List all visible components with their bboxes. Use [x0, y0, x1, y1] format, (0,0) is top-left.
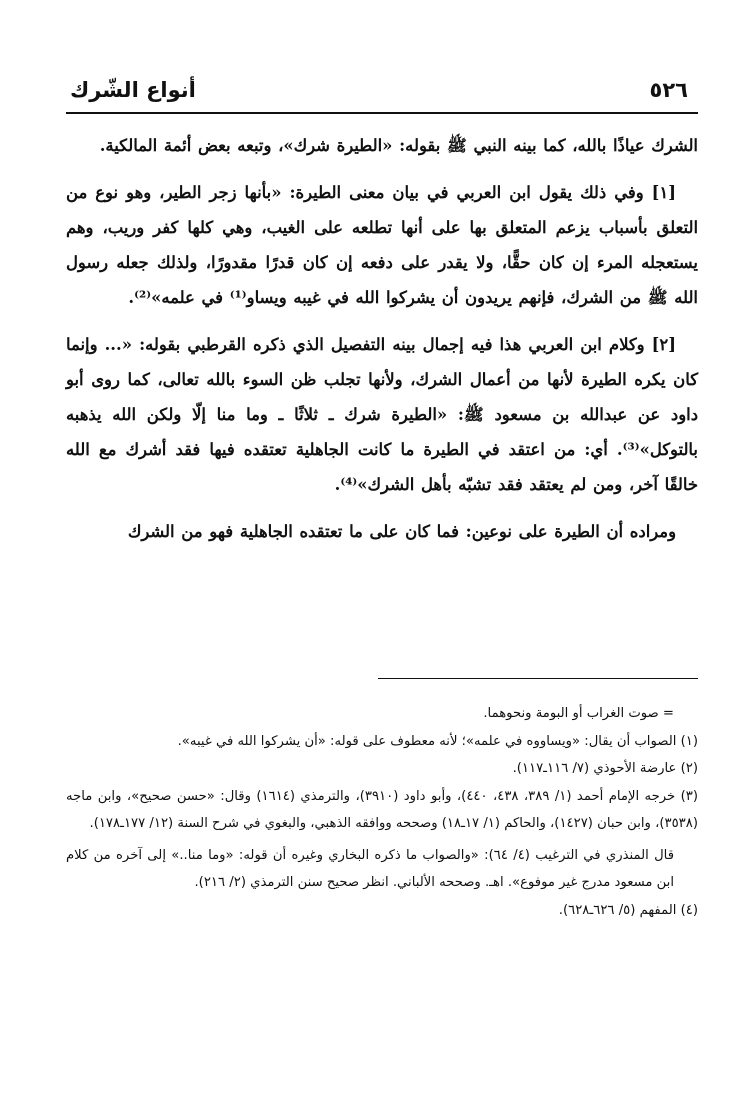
paragraph: [٢] وكلام ابن العربي هذا فيه إجمال بينه التفصيل الذي ذكره القرطبي بقوله: «... وإنما كان يكره الطيرة لأنها من أعمال الشرك، ولأنها تجلب ظن السوء بالله تعالى، كما روى أبو داود عن عبدالله بن مسعود ﷺ: «الطيرة شرك ـ ثلاثًا ـ وما منا إلّا ولكن الله يذهبه بالتوكل»⁽³⁾. أي: من اعتقد في الطيرة ما كانت الجاهلية تعتقده فيها فقد أشرك مع الله خالقًا آخر، ومن لم يعتقد فقد تشبّه بأهل الشرك»⁽⁴⁾. [66, 335, 698, 494]
running-title: أنواع الشّرك [70, 78, 196, 102]
footnote: (٢) عارضة الأحوذي (٧/ ١١٦ـ١١٧). [512, 761, 698, 776]
paragraph: [١] وفي ذلك يقول ابن العربي في بيان معنى الطيرة: «بأنها زجر الطير، وهو نوع من التعلق بأسباب يزعم المتعلق بها على أنها تطلعه على الغيب، وهي كلها كفر وريب، وهم يستعجله المرء إن كان حقًّا، ولا يقدر على دفعه إن كان قدرًا مقدورًا، ولذلك جعله رسول الله ﷺ من الشرك، فإنهم يريدون أن يشركوا الله في غيبه ويساو⁽¹⁾ في علمه»⁽²⁾. [66, 183, 698, 307]
page-number: ٥٢٦ [649, 78, 688, 102]
footnote: قال المنذري في الترغيب (٤/ ٦٤): «والصواب ما ذكره البخاري وغيره أن قوله: «وما منا..» إلى آخره من كلام ابن مسعود مدرج غير موفوع». اهـ. وصححه الألباني. انظر صحيح سنن الترمذي (٢/ ٢١٦). [66, 847, 674, 890]
footnotes [66, 700, 698, 924]
footnote: (٣) خرجه الإمام أحمد (١/ ٣٨٩، ٤٣٨، ٤٤٠)، وأبو داود (٣٩١٠)، والترمذي (١٦١٤) وقال: «حسن صحيح»، وابن ماجه (٣٥٣٨)، وابن حبان (١٤٢٧)، والحاكم (١/ ١٧ـ١٨) وصححه ووافقه الذهبي، والبغوي في شرح السنة (١٢/ ١٧٧ـ١٧٨). [66, 788, 698, 831]
main-text [66, 128, 698, 549]
book-page [66, 0, 698, 1113]
footnote: (١) الصواب أن يقال: «ويساووه في علمه»؛ لأنه معطوف على قوله: «أن يشركوا الله في غيبه». [177, 733, 698, 749]
page-header [66, 76, 698, 114]
paragraph: الشرك عياذًا بالله، كما بينه النبي ﷺ بقوله: «الطيرة شرك»، وتبعه بعض أئمة المالكية. [99, 136, 698, 155]
footnote: (٤) المفهم (٥/ ٦٢٦ـ٦٢٨). [558, 902, 698, 918]
paragraph: ومراده أن الطيرة على نوعين: فما كان على ما تعتقده الجاهلية فهو من الشرك [127, 522, 676, 541]
footnote: = صوت الغراب أو البومة ونحوهما. [483, 706, 674, 721]
footnote-separator [378, 678, 698, 679]
